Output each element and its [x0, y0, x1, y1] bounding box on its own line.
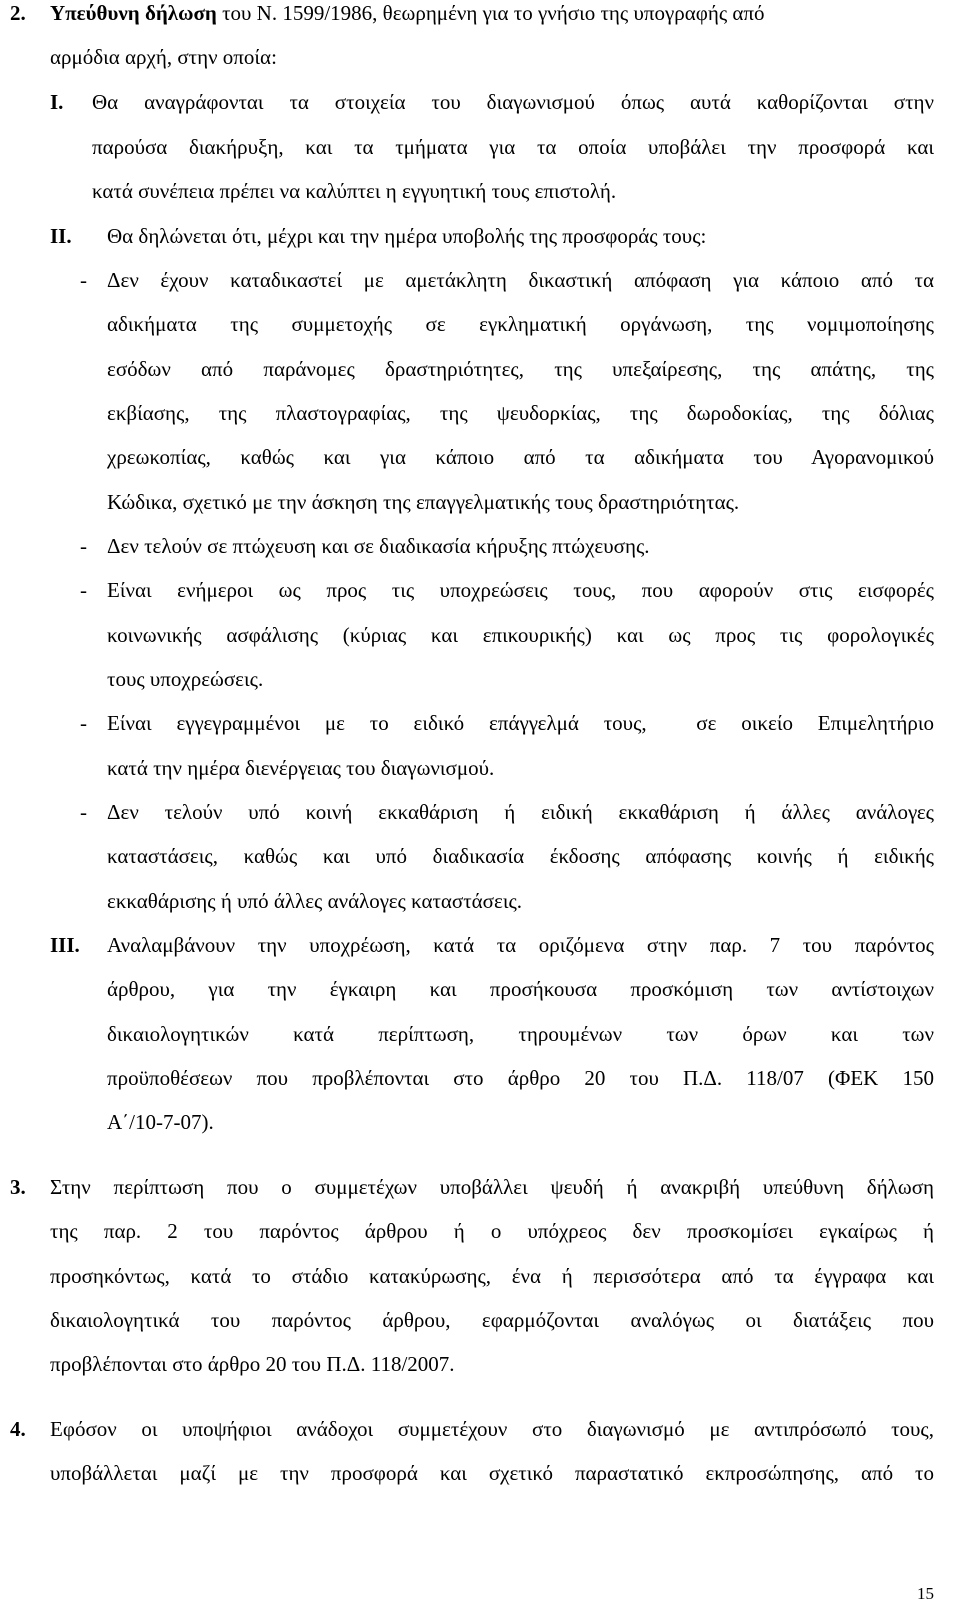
roman-1-line-1: Θα αναγράφονται τα στοιχεία του διαγωνισμού όπως αυτά καθορίζονται στην: [92, 90, 934, 114]
bullet-3-line-1: Είναι ενήμεροι ως προς τις υποχρεώσεις τους, που αφορούν στις εισφορές: [107, 578, 934, 602]
roman-1-label: Ι.: [50, 90, 64, 114]
bullet-5-line-1: Δεν τελούν υπό κοινή εκκαθάριση ή ειδική εκκαθάριση ή άλλες ανάλογες: [107, 800, 934, 824]
bullet-3-line-2: κοινωνικής ασφάλισης (κύριας και επικουρικής) και ως προς τις φορολογικές: [107, 623, 934, 647]
bullet-5-line-2: καταστάσεις, καθώς και υπό διαδικασία έκδοσης απόφασης κοινής ή ειδικής: [107, 844, 934, 868]
section-3-line-4: δικαιολογητικά του παρόντος άρθρου, εφαρμόζονται αναλόγως οι διατάξεις που: [50, 1308, 934, 1332]
bullet-dash-4: -: [80, 711, 87, 735]
roman-3-line-1: Αναλαμβάνουν την υποχρέωση, κατά τα οριζόμενα στην παρ. 7 του παρόντος: [107, 933, 934, 957]
section-3-line-2: της παρ. 2 του παρόντος άρθρου ή ο υπόχρεος δεν προσκομίσει εγκαίρως ή: [50, 1219, 934, 1243]
page-number: 15: [917, 1584, 934, 1603]
section-4-line-1: Εφόσον οι υποψήφιοι ανάδοχοι συμμετέχουν στο διαγωνισμό με αντιπρόσωπό τους,: [50, 1417, 934, 1441]
section-2-heading: Υπεύθυνη δήλωση: [50, 1, 217, 25]
bullet-dash-5: -: [80, 800, 87, 824]
bullet-1-line-4: εκβίασης, της πλαστογραφίας, της ψευδορκίας, της δωροδοκίας, της δόλιας: [107, 401, 934, 425]
bullet-dash-2: -: [80, 534, 87, 558]
section-2-number: 2.: [10, 1, 26, 25]
roman-1-line-3: κατά συνέπεια πρέπει να καλύπτει η εγγυητική τους επιστολή.: [92, 179, 617, 203]
section-3-line-5: προβλέπονται στο άρθρο 20 του Π.Δ. 118/2007.: [50, 1352, 455, 1376]
bullet-5-line-3: εκκαθάρισης ή υπό άλλες ανάλογες καταστάσεις.: [107, 889, 523, 913]
roman-3-line-5: Α΄/10-7-07).: [107, 1110, 214, 1134]
bullet-1-line-2: αδικήματα της συμμετοχής σε εγκληματική οργάνωση, της νομιμοποίησης: [107, 312, 934, 336]
roman-3-line-4: προϋποθέσεων που προβλέπονται στο άρθρο 20 του Π.Δ. 118/07 (ΦΕΚ 150: [107, 1066, 934, 1090]
section-3-number: 3.: [10, 1175, 26, 1199]
section-2-line-1: Υπεύθυνη δήλωση του Ν. 1599/1986, θεωρημένη για το γνήσιο της υπογραφής από: [50, 1, 765, 25]
section-3-line-3: προσηκόντως, κατά το στάδιο κατακύρωσης, ένα ή περισσότερα από τα έγγραφα και: [50, 1264, 934, 1288]
bullet-2-line-1: Δεν τελούν σε πτώχευση και σε διαδικασία κήρυξης πτώχευσης.: [107, 534, 650, 558]
bullet-3-line-3: τους υποχρεώσεις.: [107, 667, 264, 691]
bullet-dash-3: -: [80, 578, 87, 602]
roman-3-label: ΙΙΙ.: [50, 933, 80, 957]
section-4-number: 4.: [10, 1417, 26, 1441]
bullet-1-line-3: εσόδων από παράνομες δραστηριότητες, της υπεξαίρεσης, της απάτης, της: [107, 357, 934, 381]
bullet-1-line-5: χρεωκοπίας, καθώς και για κάποιο από τα αδικήματα του Αγορανομικού: [107, 445, 934, 469]
roman-1-line-2: παρούσα διακήρυξη, και τα τμήματα για τα οποία υποβάλει την προσφορά και: [92, 135, 934, 159]
roman-3-line-2: άρθρου, για την έγκαιρη και προσήκουσα προσκόμιση των αντίστοιχων: [107, 977, 934, 1001]
section-4-line-2: υποβάλλεται μαζί με την προσφορά και σχετικό παραστατικό εκπροσώπησης, από το: [50, 1461, 934, 1485]
roman-2-line-1: Θα δηλώνεται ότι, μέχρι και την ημέρα υποβολής της προσφοράς τους:: [107, 224, 707, 248]
bullet-1-line-1: Δεν έχουν καταδικαστεί με αμετάκλητη δικαστική απόφαση για κάποιο από τα: [107, 268, 934, 292]
roman-3-line-3: δικαιολογητικών κατά περίπτωση, τηρουμένων των όρων και των: [107, 1022, 934, 1046]
bullet-dash-1: -: [80, 268, 87, 292]
roman-2-label: ΙΙ.: [50, 224, 72, 248]
bullet-1-line-6: Κώδικα, σχετικό με την άσκηση της επαγγελματικής τους δραστηριότητας.: [107, 490, 740, 514]
bullet-4-line-2: κατά την ημέρα διενέργειας του διαγωνισμού.: [107, 756, 495, 780]
section-3-line-1: Στην περίπτωση που ο συμμετέχων υποβάλλει ψευδή ή ανακριβή υπεύθυνη δήλωση: [50, 1175, 934, 1199]
section-2-line-2: αρμόδια αρχή, στην οποία:: [50, 45, 277, 69]
bullet-4-line-1: Είναι εγγεγραμμένοι με το ειδικό επάγγελμά τους, σε οικείο Επιμελητήριο: [107, 711, 934, 735]
